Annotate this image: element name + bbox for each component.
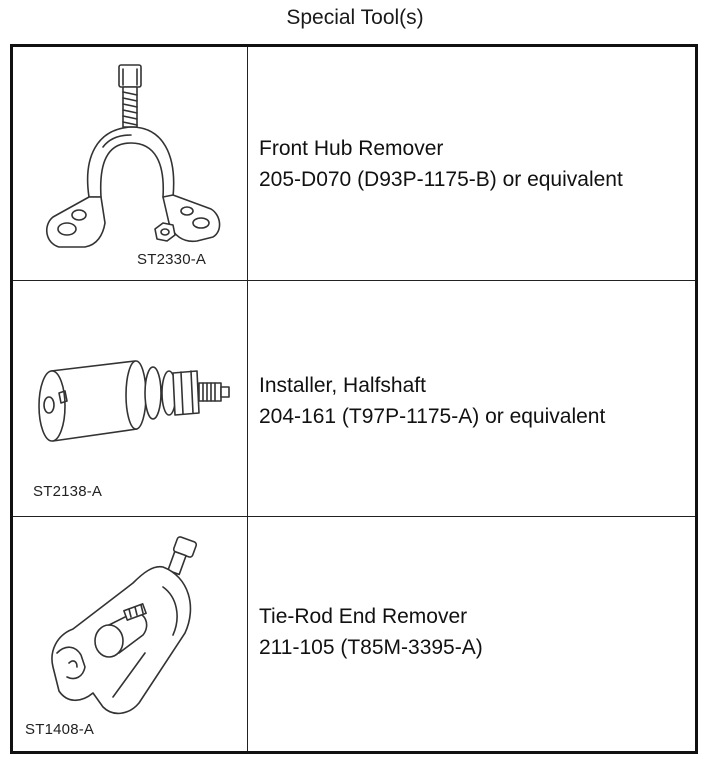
tool-row-tie-rod-end-remover (13, 517, 695, 751)
tool-code: ST2330-A (137, 251, 207, 268)
tool-description (259, 370, 699, 432)
tool-description (259, 601, 699, 663)
tool-name: Front Hub Remover (259, 137, 444, 160)
tool-name: Tie-Rod End Remover (259, 605, 468, 628)
tool-row-halfshaft-installer (13, 281, 695, 517)
tool-description (259, 133, 699, 195)
tool-part-number: 204-161 (T97P-1175-A) or equivalent (259, 405, 606, 428)
tool-name: Installer, Halfshaft (259, 374, 426, 397)
tool-image-cell (13, 47, 248, 280)
tool-code: ST1408-A (25, 721, 95, 738)
page-title: Special Tool(s) (286, 6, 424, 29)
tool-code: ST2138-A (33, 483, 103, 500)
tool-image-cell (13, 517, 248, 751)
tool-part-number: 205-D070 (D93P-1175-B) or equivalent (259, 168, 623, 191)
tool-row-front-hub-remover (13, 47, 695, 281)
front-hub-remover-illustration (13, 47, 247, 280)
tie-rod-end-remover-illustration (13, 517, 247, 750)
tool-part-number: 211-105 (T85M-3395-A) (259, 636, 483, 659)
tool-image-cell (13, 281, 248, 516)
special-tools-table (10, 44, 698, 754)
halfshaft-installer-illustration (13, 281, 247, 516)
